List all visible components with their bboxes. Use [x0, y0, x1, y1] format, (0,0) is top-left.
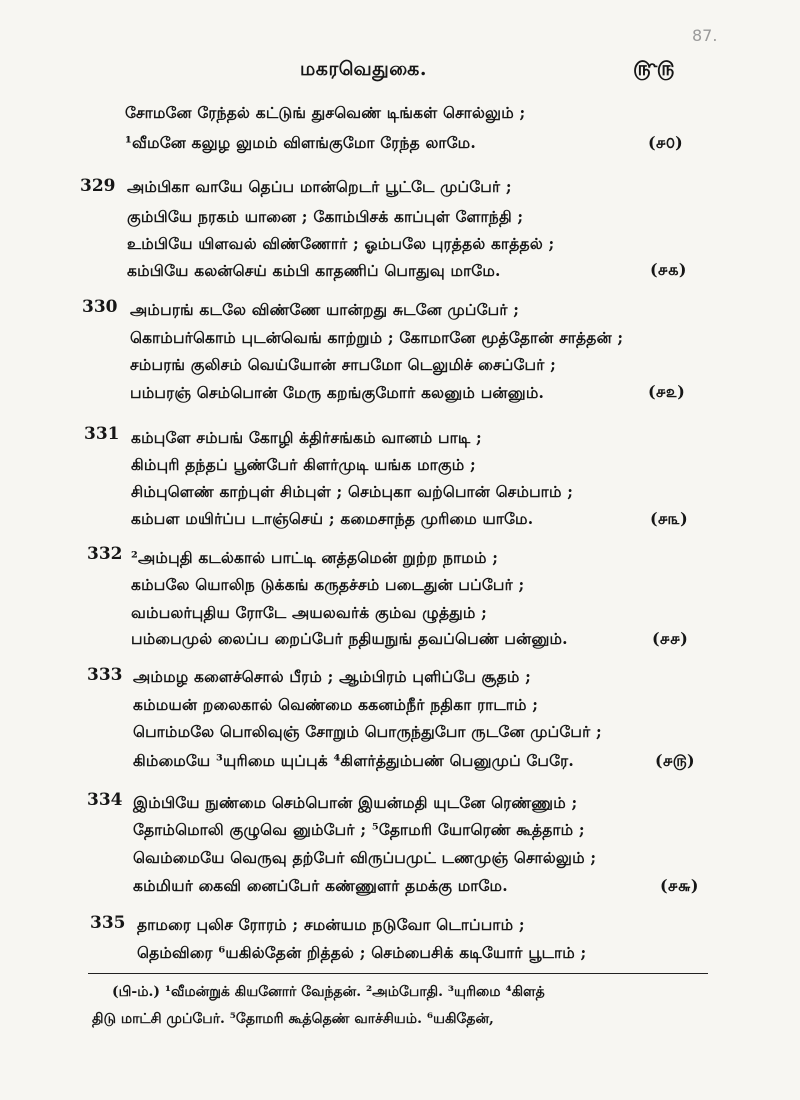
verse-line: சம்பரங் குலிசம் வெய்யோன் சாபமோ டெலுமிச் சைப்பேர் ; — [130, 355, 557, 374]
verse-line: கம்மயன் றலைகால் வெண்மை ககனம்நீர் நதிகா ராடாம் ; — [133, 695, 539, 714]
verse-line: அம்பிகா வாயே தெப்ப மான்றெடர் பூட்டே முப்பேர் ; — [127, 177, 512, 196]
verse-number: 332 — [87, 544, 123, 564]
verse-number: 333 — [87, 665, 123, 685]
verse-line: கும்பியே நரகம் யானை ; கோம்பிசக் காப்புள் ளோந்தி ; — [127, 207, 524, 226]
verse-line: வம்பலர்புதிய ரோடே அயலவர்க் கும்வ ழுத்தும் ; — [131, 603, 488, 622]
verse-number: 330 — [82, 297, 118, 317]
verse-number: 335 — [90, 913, 126, 933]
verse-marker: (௪௧) — [650, 260, 687, 279]
verse-line: தோம்மொலி குழுவெ னும்பேர் ; ⁵தோமரி யோரெண் கூத்தாம் ; — [133, 820, 585, 839]
verse-line: ¹வீமனே கலுழ லுமம் விளங்குமோ ரேந்த லாமே. — [125, 133, 476, 152]
verse-line: பொம்மலே பொலிவுஞ் சோறும் பொருந்துபோ ருடனே முப்பேர் ; — [133, 722, 602, 741]
verse-line: பம்பைமுல் லைப்ப றைப்பேர் நதியநுங் தவப்பெண் பன்னும். — [131, 629, 568, 648]
verse-line: கிம்புரி தந்தப் பூண்பேர் கிளர்முடி யங்க மாகும் ; — [131, 455, 476, 474]
verse-line: கம்பியே கலன்செய் கம்பி காதணிப் பொதுவு மாமே. — [127, 261, 501, 280]
verse-line: ²அம்புதி கடல்கால் பாட்டி னத்தமென் றுற்ற நாமம் ; — [131, 548, 499, 567]
margin-note: 87. — [692, 26, 718, 45]
verse-marker: (௪௩) — [650, 509, 688, 528]
verse-number: 331 — [84, 424, 120, 444]
footnote-line: (பி-ம்.) ¹வீமன்றுக் கியனோர் வேந்தன். ²அம்போதி. ³யுரிமை ⁴கிளத் — [112, 984, 545, 1000]
footnote-divider — [88, 973, 708, 974]
verse-line: பம்பரஞ் செம்பொன் மேரு கறங்குமோர் கலனும் பன்னும். — [130, 383, 545, 402]
verse-marker: (௪௪) — [652, 629, 688, 648]
verse-line: கிம்மையே ³யுரிமை யுப்புக் ⁴கிளர்த்தும்பண் பெனுமுப் பேரே. — [133, 751, 574, 770]
verse-number: 334 — [87, 790, 123, 810]
verse-marker: (௪௨) — [648, 382, 685, 401]
verse-number: 329 — [80, 176, 116, 196]
verse-line: கம்மியர் கைவி னைப்பேர் கண்ணுளர் தமக்கு மாமே. — [133, 876, 508, 895]
verse-marker: (௪௦) — [648, 133, 683, 152]
verse-line: கம்பள மயிர்ப்ப டாஞ்செய் ; கமைசாந்த முரிமை யாமே. — [131, 509, 534, 528]
verse-marker: (௪௬) — [660, 876, 699, 895]
verse-line: அம்பரங் கடலே விண்ணே யான்றது சுடனே முப்பேர் ; — [130, 300, 520, 319]
verse-line: கம்புளே சம்பங் கோழி க்திர்சங்கம் வானம் பாடி ; — [131, 428, 482, 447]
verse-line: இம்பியே நுண்மை செம்பொன் இயன்மதி யுடனே ரெண்ணும் ; — [133, 793, 578, 812]
verse-line: தெம்விரை ⁶யகில்தேன் றித்தல் ; செம்பைசிக் கடியோர் பூடாம் ; — [137, 943, 587, 962]
verse-line: சோமனே ரேந்தல் கட்டுங் துசவெண் டிங்கள் சொல்லும் ; — [125, 103, 526, 122]
verse-marker: (௪௫) — [655, 751, 695, 770]
verse-line: கொம்பர்கொம் புடன்வெங் காற்றும் ; கோமானே மூத்தோன் சாத்தன் ; — [130, 328, 624, 347]
verse-line: கம்பலே யொலிந டுக்கங் கருதச்சம் படைதுன் பப்பேர் ; — [131, 575, 525, 594]
verse-line: உம்பியே யிளவல் விண்ணோர் ; ஓம்பலே புரத்தல் காத்தல் ; — [127, 234, 555, 253]
verse-line: வெம்மையே வெருவு தற்பேர் விருப்பமுட் டணமுஞ் சொல்லும் ; — [133, 848, 597, 867]
footnote-line: திடு மாட்சி முப்பேர். ⁵தோமரி கூத்தெண் வாச்சியம். ⁶யகிதேன், — [92, 1011, 494, 1027]
verse-line: தாமரை புலிச ரோரம் ; சமன்யம நடுவோ டொப்பாம் ; — [137, 915, 525, 934]
verse-line: சிம்புளெண் காற்புள் சிம்புள் ; செம்புகா வற்பொன் செம்பாம் ; — [131, 482, 574, 501]
verse-line: அம்மழ களைச்சொல் பீரம் ; ஆம்பிரம் புளிப்பே சூதம் ; — [133, 667, 532, 686]
page-title: மகரவெதுகை. — [300, 58, 427, 80]
page-number: ௹௫ — [633, 56, 675, 80]
